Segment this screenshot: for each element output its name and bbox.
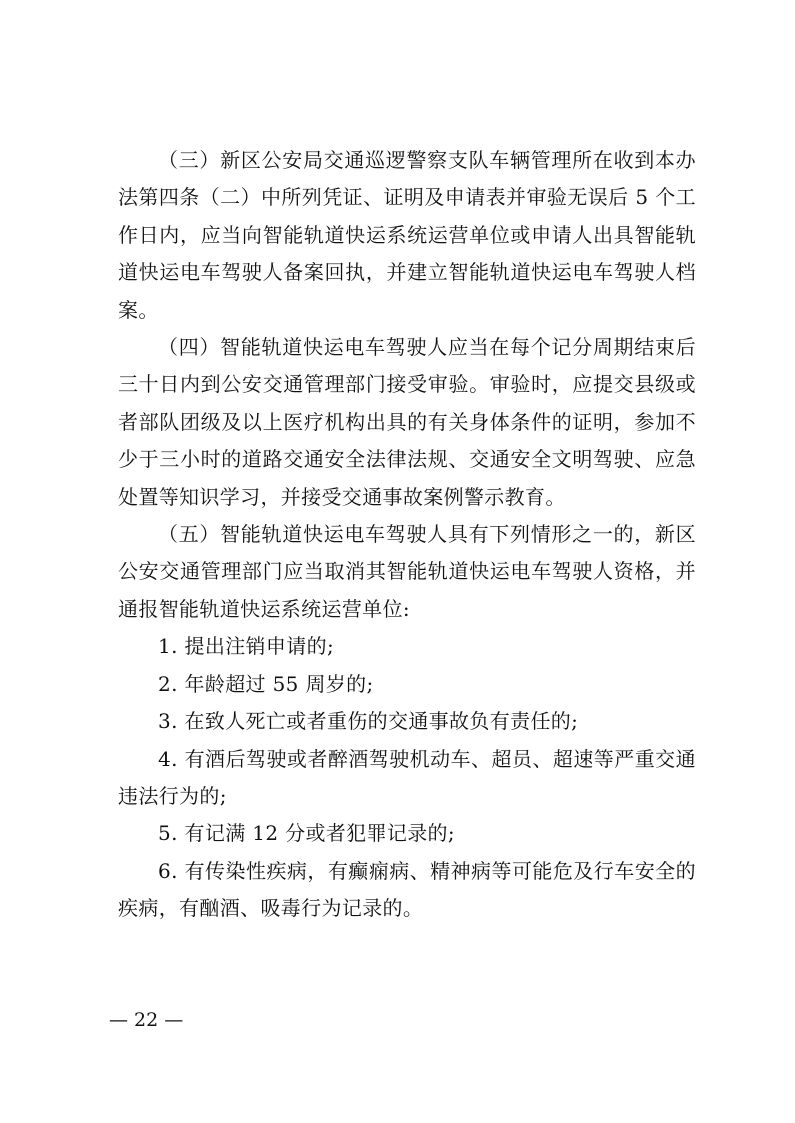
paragraph-section-five: （五）智能轨道快运电车驾驶人具有下列情形之一的，新区公安交通管理部门应当取消其智能轨道快运电车驾驶人资格，并通报智能轨道快运系统运营单位:	[118, 522, 696, 621]
page-number: — 22 —	[109, 1009, 184, 1031]
list-item-4: 4. 有酒后驾驶或者醉酒驾驶机动车、超员、超速等严重交通违法行为的;	[118, 746, 696, 808]
list-item-5: 5. 有记满 12 分或者犯罪记录的;	[158, 821, 455, 846]
document-body	[118, 142, 696, 928]
paragraph-section-three: （三）新区公安局交通巡逻警察支队车辆管理所在收到本办法第四条（二）中所列凭证、证明及申请表并审验无误后 5 个工作日内，应当向智能轨道快运系统运营单位或申请人出具智能轨道快运电车驾驶人备案回执，并建立智能轨道快运电车驾驶人档案。	[118, 148, 696, 322]
list-item-6: 6. 有传染性疾病，有癫痫病、精神病等可能危及行车安全的疾病，有酗酒、吸毒行为记录的。	[118, 858, 696, 921]
list-item-1: 1. 提出注销申请的;	[158, 634, 335, 659]
paragraph-section-four: （四）智能轨道快运电车驾驶人应当在每个记分周期结束后三十日内到公安交通管理部门接受审验。审验时，应提交县级或者部队团级及以上医疗机构出具的有关身体条件的证明，参加不少于三小时的道路交通安全法律法规、交通安全文明驾驶、应急处置等知识学习，并接受交通事故案例警示教育。	[118, 335, 696, 509]
list-item-3: 3. 在致人死亡或者重伤的交通事故负有责任的;	[158, 709, 579, 734]
list-item-2: 2. 年龄超过 55 周岁的;	[158, 671, 374, 696]
